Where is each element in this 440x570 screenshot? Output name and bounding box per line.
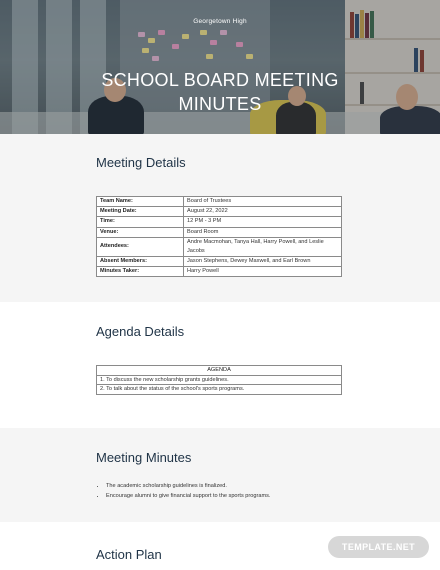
organization-name: Georgetown High xyxy=(193,18,247,25)
agenda-header-row xyxy=(97,366,342,376)
agenda-row xyxy=(97,385,342,395)
details-label: Minutes Taker: xyxy=(97,266,184,276)
details-value: Harry Powell xyxy=(184,266,342,276)
details-value: Jason Stephens, Dewey Maxwell, and Earl Brown xyxy=(184,256,342,266)
details-row xyxy=(97,217,342,227)
details-row xyxy=(97,256,342,266)
details-label: Venue: xyxy=(97,227,184,237)
details-row xyxy=(97,197,342,207)
hero-banner xyxy=(0,0,440,134)
agenda-details-section xyxy=(0,302,440,428)
minutes-list-item: • The academic scholarship guidelines is finalized. xyxy=(106,483,270,490)
minutes-list-item: • Encourage alumni to give financial support to the sports programs. xyxy=(106,493,270,500)
meeting-minutes-heading: Meeting Minutes xyxy=(96,450,192,465)
details-label: Time: xyxy=(97,217,184,227)
agenda-item: 2. To talk about the status of the school's sports programs. xyxy=(97,385,342,395)
agenda-item: 1. To discuss the new scholarship grants guidelines. xyxy=(97,375,342,385)
details-row xyxy=(97,266,342,276)
document-title-line1: SCHOOL BOARD MEETING xyxy=(101,70,339,90)
meeting-minutes-list xyxy=(96,483,270,503)
meeting-details-table xyxy=(96,196,342,277)
details-value: Board of Trustees xyxy=(184,197,342,207)
details-value: Andre Macmohan, Tanya Hall, Harry Powell, and Leslie Jacobs xyxy=(184,237,342,256)
details-label: Meeting Date: xyxy=(97,207,184,217)
agenda-table xyxy=(96,365,342,395)
meeting-minutes-section xyxy=(0,428,440,522)
agenda-row xyxy=(97,375,342,385)
details-label: Team Name: xyxy=(97,197,184,207)
template-watermark-badge[interactable]: TEMPLATE.NET xyxy=(328,536,429,558)
details-row xyxy=(97,207,342,217)
details-value: August 22, 2022 xyxy=(184,207,342,217)
meeting-details-section xyxy=(0,134,440,302)
details-value: 12 PM - 3 PM xyxy=(184,217,342,227)
details-label: Absent Members: xyxy=(97,256,184,266)
details-row xyxy=(97,237,342,256)
action-plan-heading: Action Plan xyxy=(96,547,162,562)
details-label: Attendees: xyxy=(97,237,184,256)
meeting-details-heading: Meeting Details xyxy=(96,155,186,170)
agenda-header-cell: AGENDA xyxy=(97,366,342,376)
document-title xyxy=(0,68,440,116)
details-row xyxy=(97,227,342,237)
agenda-details-heading: Agenda Details xyxy=(96,324,185,339)
document-title-line2: MINUTES xyxy=(178,94,262,114)
details-value: Board Room xyxy=(184,227,342,237)
